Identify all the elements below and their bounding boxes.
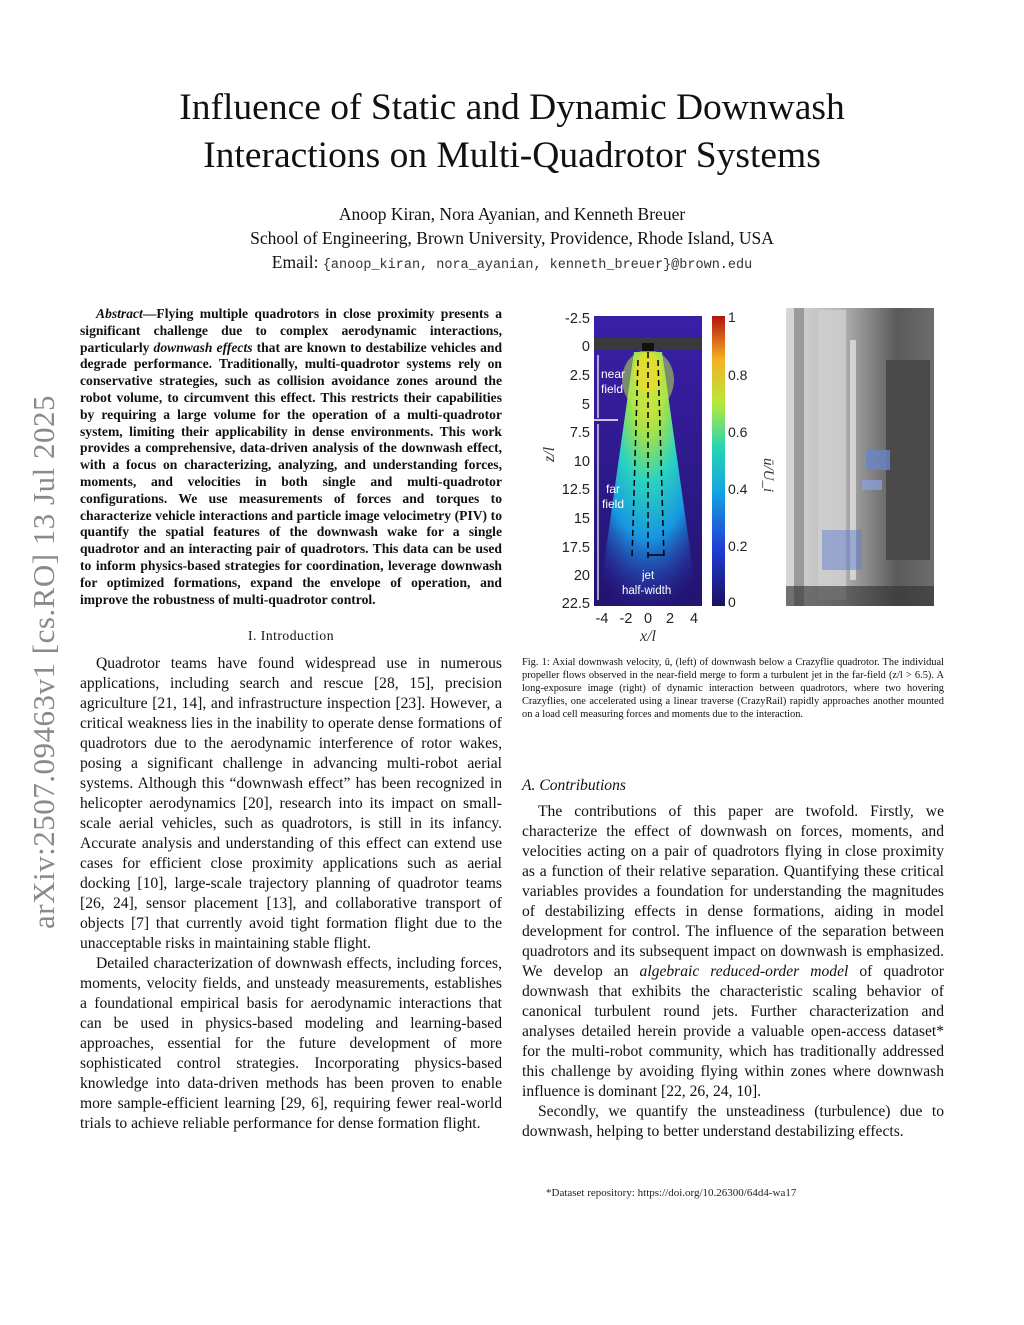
x-tick: 0 — [643, 611, 653, 627]
email-label: Email: — [271, 252, 323, 272]
rail-frame-left — [794, 308, 804, 606]
intro-paragraph-1: Quadrotor teams have found widespread use in numerous applications, including search and rescue [28, 15], precision agriculture [21, 14], and infrastructure inspection [23]. However, a critical weakness lies in the inability to operate dense formations of quadrotors due to the aerodynamic interference of rotor wakes, posing a significant challenge in advancing multi-robot aerial systems. Although this “downwash effect” has been recognized in helicopter aerodynamics [20], research into its impact on small-scale aerial vehicles, such as quadrotors, is still in its infancy. Accurate analysis and understanding of this effect can extend use cases for efficient close proximity applications such as aerial docking [10], large-scale trajectory planning of quadrotor teams [26, 24], sensor placement [13], and collaborative transport of objects [7] that currently avoid tight formation flight due to the unacceptable risks in maintaining stable flight. — [80, 655, 502, 953]
y-axis-ticks — [562, 311, 590, 612]
author-affiliation: School of Engineering, Brown University, Providence, Rhode Island, USA — [250, 228, 774, 248]
abstract-text-2: that are known to destabilize vehicles and degrade performance. Traditionally, multi-quadrotor systems rely on conservative strategies, such as collision avoidance zones around the robot volume, to circumvent this effect. This restricts their capabilities by requiring a large volume for the operation of a multi-quadrotor system, limiting their applicability in dense environments. This work provides a comprehensive, data-driven analysis of the downwash effect, with a focus on characterizing, analyzing, and understanding forces, moments, and velocities in both single and multi-quadrotor configurations. We use measurements of forces and torques to characterize vehicle interactions and particle image velocimetry (PIV) to quantify the spatial features of the downwash wake for a single quadrotor and an interacting pair of quadrotors. This data can be used to inform physics-based strategies for coordination, leverage downwash for optimized formations, expand the envelope of operation, and improve the robustness of multi-quadrotor control. — [80, 339, 503, 607]
contributions-heading: A. Contributions — [522, 777, 626, 794]
colorbar-tick: 0.2 — [728, 538, 748, 554]
y-tick: -2.5 — [565, 311, 590, 327]
colorbar-tick: 1 — [728, 309, 736, 325]
x-tick: -4 — [595, 611, 609, 627]
quadrotor-center — [642, 343, 654, 351]
x-tick: 4 — [689, 611, 699, 627]
colorbar-ticks — [728, 309, 748, 610]
hovering-quadrotor — [866, 450, 890, 470]
arxiv-side-stamp: arXiv:2507.09463v1 [cs.RO] 13 Jul 2025 — [26, 395, 61, 929]
y-tick: 15 — [573, 511, 590, 527]
contributions-paragraph-2: Secondly, we quantify the unsteadiness (turbulence) due to downwash, helping to better understand destabilizing effects. — [522, 1103, 944, 1140]
y-tick: 10 — [573, 454, 590, 470]
author-block — [80, 202, 944, 278]
abstract-text-1: Flying multiple quadrotors in close proximity presents a significant challenge due to complex aerodynamic interactions, particularly — [80, 306, 502, 355]
y-tick: 12.5 — [561, 482, 590, 498]
email-addresses[interactable]: {anoop_kiran, nora_ayanian, kenneth_breuer}@brown.edu — [322, 258, 753, 273]
y-axis-label: z/l — [541, 446, 558, 462]
y-tick: 22.5 — [561, 596, 590, 612]
quadrotor-light-trail — [862, 480, 882, 490]
left-column — [80, 306, 502, 1134]
contributions-text-2: of quadrotor downwash that exhibits the characteristic scaling behavior of canonical turbulent round jets. Further characterization and analyses detailed herein provide a valuable open-access dataset* for the multi-robot community, which has traditionally addressed this challenge by avoiding flying within zones where downwash influence is dominant [22, 26, 24, 10]. — [522, 963, 944, 1100]
x-axis-label: x/l — [640, 628, 656, 645]
colorbar-tick: 0.4 — [728, 481, 748, 497]
colorbar-tick: 0.6 — [728, 424, 748, 440]
paper-title — [80, 84, 944, 180]
y-tick: 2.5 — [569, 368, 590, 384]
far-field-label-1: far — [606, 482, 621, 496]
figure-1 — [522, 300, 944, 650]
author-email — [80, 250, 944, 278]
photo-base — [786, 586, 934, 606]
abstract — [80, 306, 502, 608]
x-tick: -2 — [619, 611, 633, 627]
figure-1-caption: Fig. 1: Axial downwash velocity, ū, (left) of downwash below a Crazyflie quadrotor. The individual propeller flows observed in the near-field merge to form a turbulent jet in the far-field (z/l > 6.5). A long-exposure image (right) of dynamic interaction between quadrotors, where two hovering Crazyflies, one accelerated using a linear traverse (CrazyRail) rapidly approaches another mounted on a load cell measuring forces and moments due to the interaction. — [522, 657, 944, 721]
jet-label-1: jet — [642, 570, 655, 582]
jet-label-2: half-width — [622, 585, 672, 597]
blue-light-trail — [822, 530, 862, 570]
intro-heading: I. Introduction — [247, 628, 335, 644]
y-tick: 5 — [581, 397, 590, 413]
figure-1-graphic — [522, 300, 944, 650]
contributions-text-1: The contributions of this paper are twofold. Firstly, we characterize the effect of downwash on forces, moments, and velocities acting on a pair of quadrotors flying in close proximity as a function of their relative separation. Quantifying these critical variables provides a foundation for understanding the magnitudes of destabilizing effects in dense formations, aiding in model development for control. The influence of the separation between quadrotors and its subsequent impact on downwash is emphasized. We develop an — [522, 803, 944, 980]
colorbar-label: ū/U_i — [760, 458, 776, 493]
title-line-1: Influence of Static and Dynamic Downwash — [179, 87, 845, 128]
contributions-paragraph-1 — [522, 802, 944, 1102]
y-tick: 7.5 — [569, 425, 590, 441]
colorbar-tick: 0 — [728, 594, 736, 610]
intro-paragraph-2: Detailed characterization of downwash effects, including forces, moments, velocity fields, and unsteady measurements, establishes a foundational empirical basis for aerodynamic interactions that can be used in physics-based modeling and learning-based approaches, essential for the future development of more sophisticated control strategies. Incorporating physics-based knowledge into data-driven methods has been proven to enable more sample-efficient learning [29, 6], requiring fewer real-world trials to achieve reliable performance for dense formation flight. — [80, 955, 502, 1133]
abstract-dash: — — [142, 306, 157, 321]
velocity-contour-plot — [594, 316, 702, 606]
load-cell-mount — [886, 360, 930, 560]
right-column — [522, 776, 944, 1142]
y-tick: 0 — [581, 339, 590, 355]
x-tick: 2 — [665, 611, 675, 627]
y-tick: 17.5 — [561, 540, 590, 556]
abstract-label: Abstract — [96, 306, 143, 321]
near-field-label-2: field — [601, 382, 624, 396]
long-exposure-photo — [786, 308, 934, 606]
contributions-emphasis: algebraic reduced-order model — [639, 963, 849, 980]
x-axis-ticks — [596, 611, 698, 627]
author-names: Anoop Kiran, Nora Ayanian, and Kenneth Breuer — [338, 204, 686, 224]
abstract-emphasis: downwash effects — [153, 339, 253, 355]
near-field-label-1: near — [601, 367, 626, 381]
colorbar-tick: 0.8 — [728, 367, 748, 383]
footnote: *Dataset repository: https://doi.org/10.26300/64d4-wa17 — [546, 1187, 797, 1199]
y-tick: 20 — [573, 568, 590, 584]
far-field-label-2: field — [602, 497, 625, 511]
colorbar — [712, 316, 725, 606]
title-line-2: Interactions on Multi-Quadrotor Systems — [203, 135, 821, 176]
